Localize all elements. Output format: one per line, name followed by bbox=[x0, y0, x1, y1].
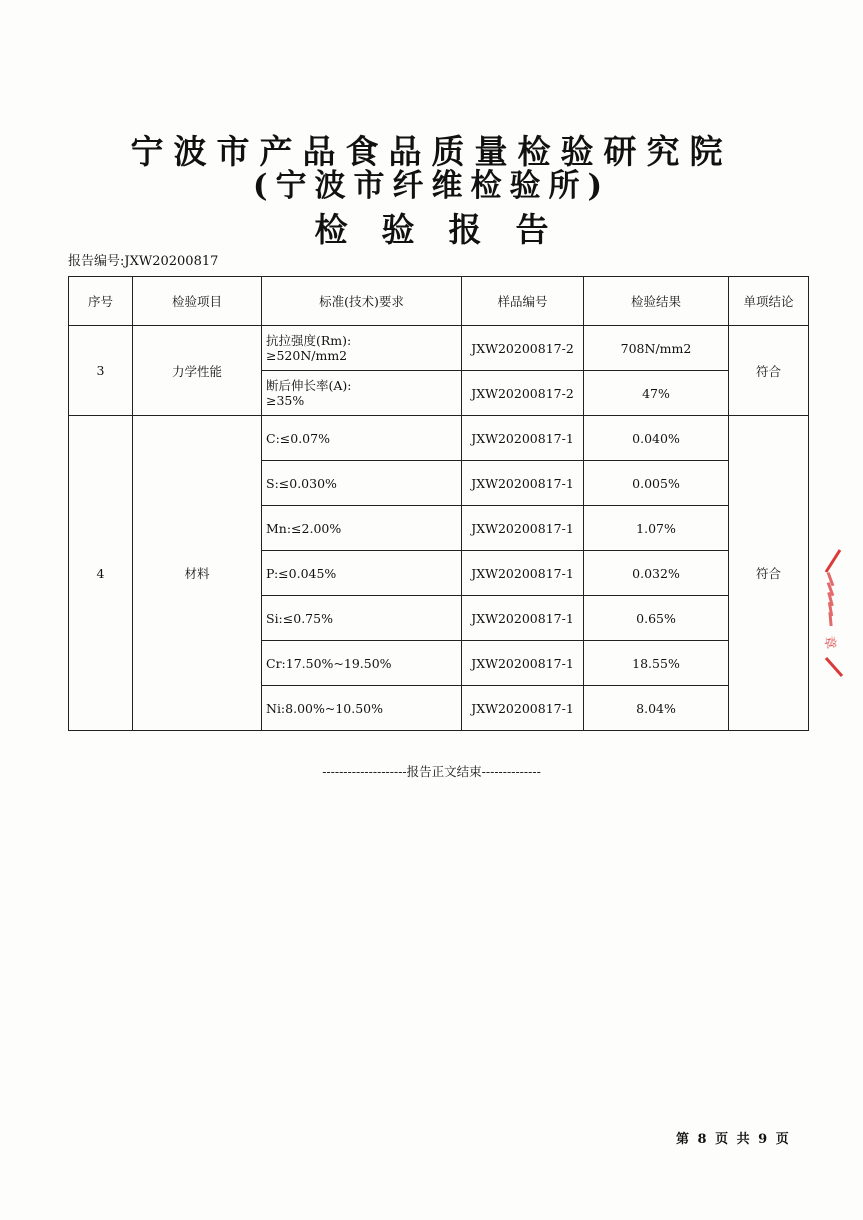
inspection-table bbox=[68, 276, 809, 731]
result-cell: 708N/mm2 bbox=[584, 326, 729, 371]
requirement-cell: Ni:8.00%~10.50% bbox=[262, 686, 462, 731]
sample-cell: JXW20200817-1 bbox=[462, 641, 584, 686]
requirement-line: ≥520N/mm2 bbox=[266, 348, 348, 363]
requirement-cell: S:≤0.030% bbox=[262, 461, 462, 506]
group-conclusion: 符合 bbox=[729, 416, 809, 731]
svg-text:章: 章 bbox=[820, 634, 838, 651]
result-cell: 0.65% bbox=[584, 596, 729, 641]
sample-cell: JXW20200817-1 bbox=[462, 551, 584, 596]
requirement-line: 抗拉强度(Rm): bbox=[266, 333, 352, 348]
page-number: 第 8 页 共 9 页 bbox=[676, 1132, 789, 1147]
col-header-requirement: 标准(技术)要求 bbox=[262, 277, 462, 326]
result-cell: 1.07% bbox=[584, 506, 729, 551]
seal-stamp-icon bbox=[818, 548, 848, 678]
report-end-marker: --------------------报告正文结束-------------- bbox=[322, 764, 541, 779]
result-cell: 47% bbox=[584, 371, 729, 416]
requirement-cell bbox=[262, 326, 462, 371]
sample-cell: JXW20200817-1 bbox=[462, 416, 584, 461]
report-title: 检验报告 bbox=[314, 210, 583, 249]
result-cell: 0.005% bbox=[584, 461, 729, 506]
result-cell: 0.040% bbox=[584, 416, 729, 461]
requirement-cell: P:≤0.045% bbox=[262, 551, 462, 596]
institute-title: 宁波市产品食品质量检验研究院 bbox=[130, 132, 733, 171]
group-index: 4 bbox=[69, 416, 133, 731]
group-index: 3 bbox=[69, 326, 133, 416]
result-cell: 8.04% bbox=[584, 686, 729, 731]
requirement-cell: Si:≤0.75% bbox=[262, 596, 462, 641]
group-item: 力学性能 bbox=[133, 326, 262, 416]
col-header-sample-no: 样品编号 bbox=[462, 277, 584, 326]
sample-cell: JXW20200817-1 bbox=[462, 506, 584, 551]
col-header-index: 序号 bbox=[69, 277, 133, 326]
requirement-cell bbox=[262, 371, 462, 416]
group-conclusion: 符合 bbox=[729, 326, 809, 416]
col-header-conclusion: 单项结论 bbox=[729, 277, 809, 326]
sample-cell: JXW20200817-2 bbox=[462, 371, 584, 416]
result-cell: 0.032% bbox=[584, 551, 729, 596]
sample-cell: JXW20200817-1 bbox=[462, 596, 584, 641]
requirement-cell: Mn:≤2.00% bbox=[262, 506, 462, 551]
table-header-row bbox=[69, 277, 809, 326]
requirement-cell: C:≤0.07% bbox=[262, 416, 462, 461]
result-cell: 18.55% bbox=[584, 641, 729, 686]
table-row bbox=[69, 326, 809, 371]
col-header-item: 检验项目 bbox=[133, 277, 262, 326]
requirement-cell: Cr:17.50%~19.50% bbox=[262, 641, 462, 686]
sample-cell: JXW20200817-1 bbox=[462, 461, 584, 506]
sample-cell: JXW20200817-1 bbox=[462, 686, 584, 731]
institute-subtitle: (宁波市纤维检验所) bbox=[252, 168, 611, 204]
col-header-result: 检验结果 bbox=[584, 277, 729, 326]
requirement-line: 断后伸长率(A): bbox=[266, 378, 352, 393]
requirement-line: ≥35% bbox=[266, 393, 305, 408]
report-number: 报告编号:JXW20200817 bbox=[68, 254, 219, 269]
table-row bbox=[69, 416, 809, 461]
sample-cell: JXW20200817-2 bbox=[462, 326, 584, 371]
group-item: 材料 bbox=[133, 416, 262, 731]
